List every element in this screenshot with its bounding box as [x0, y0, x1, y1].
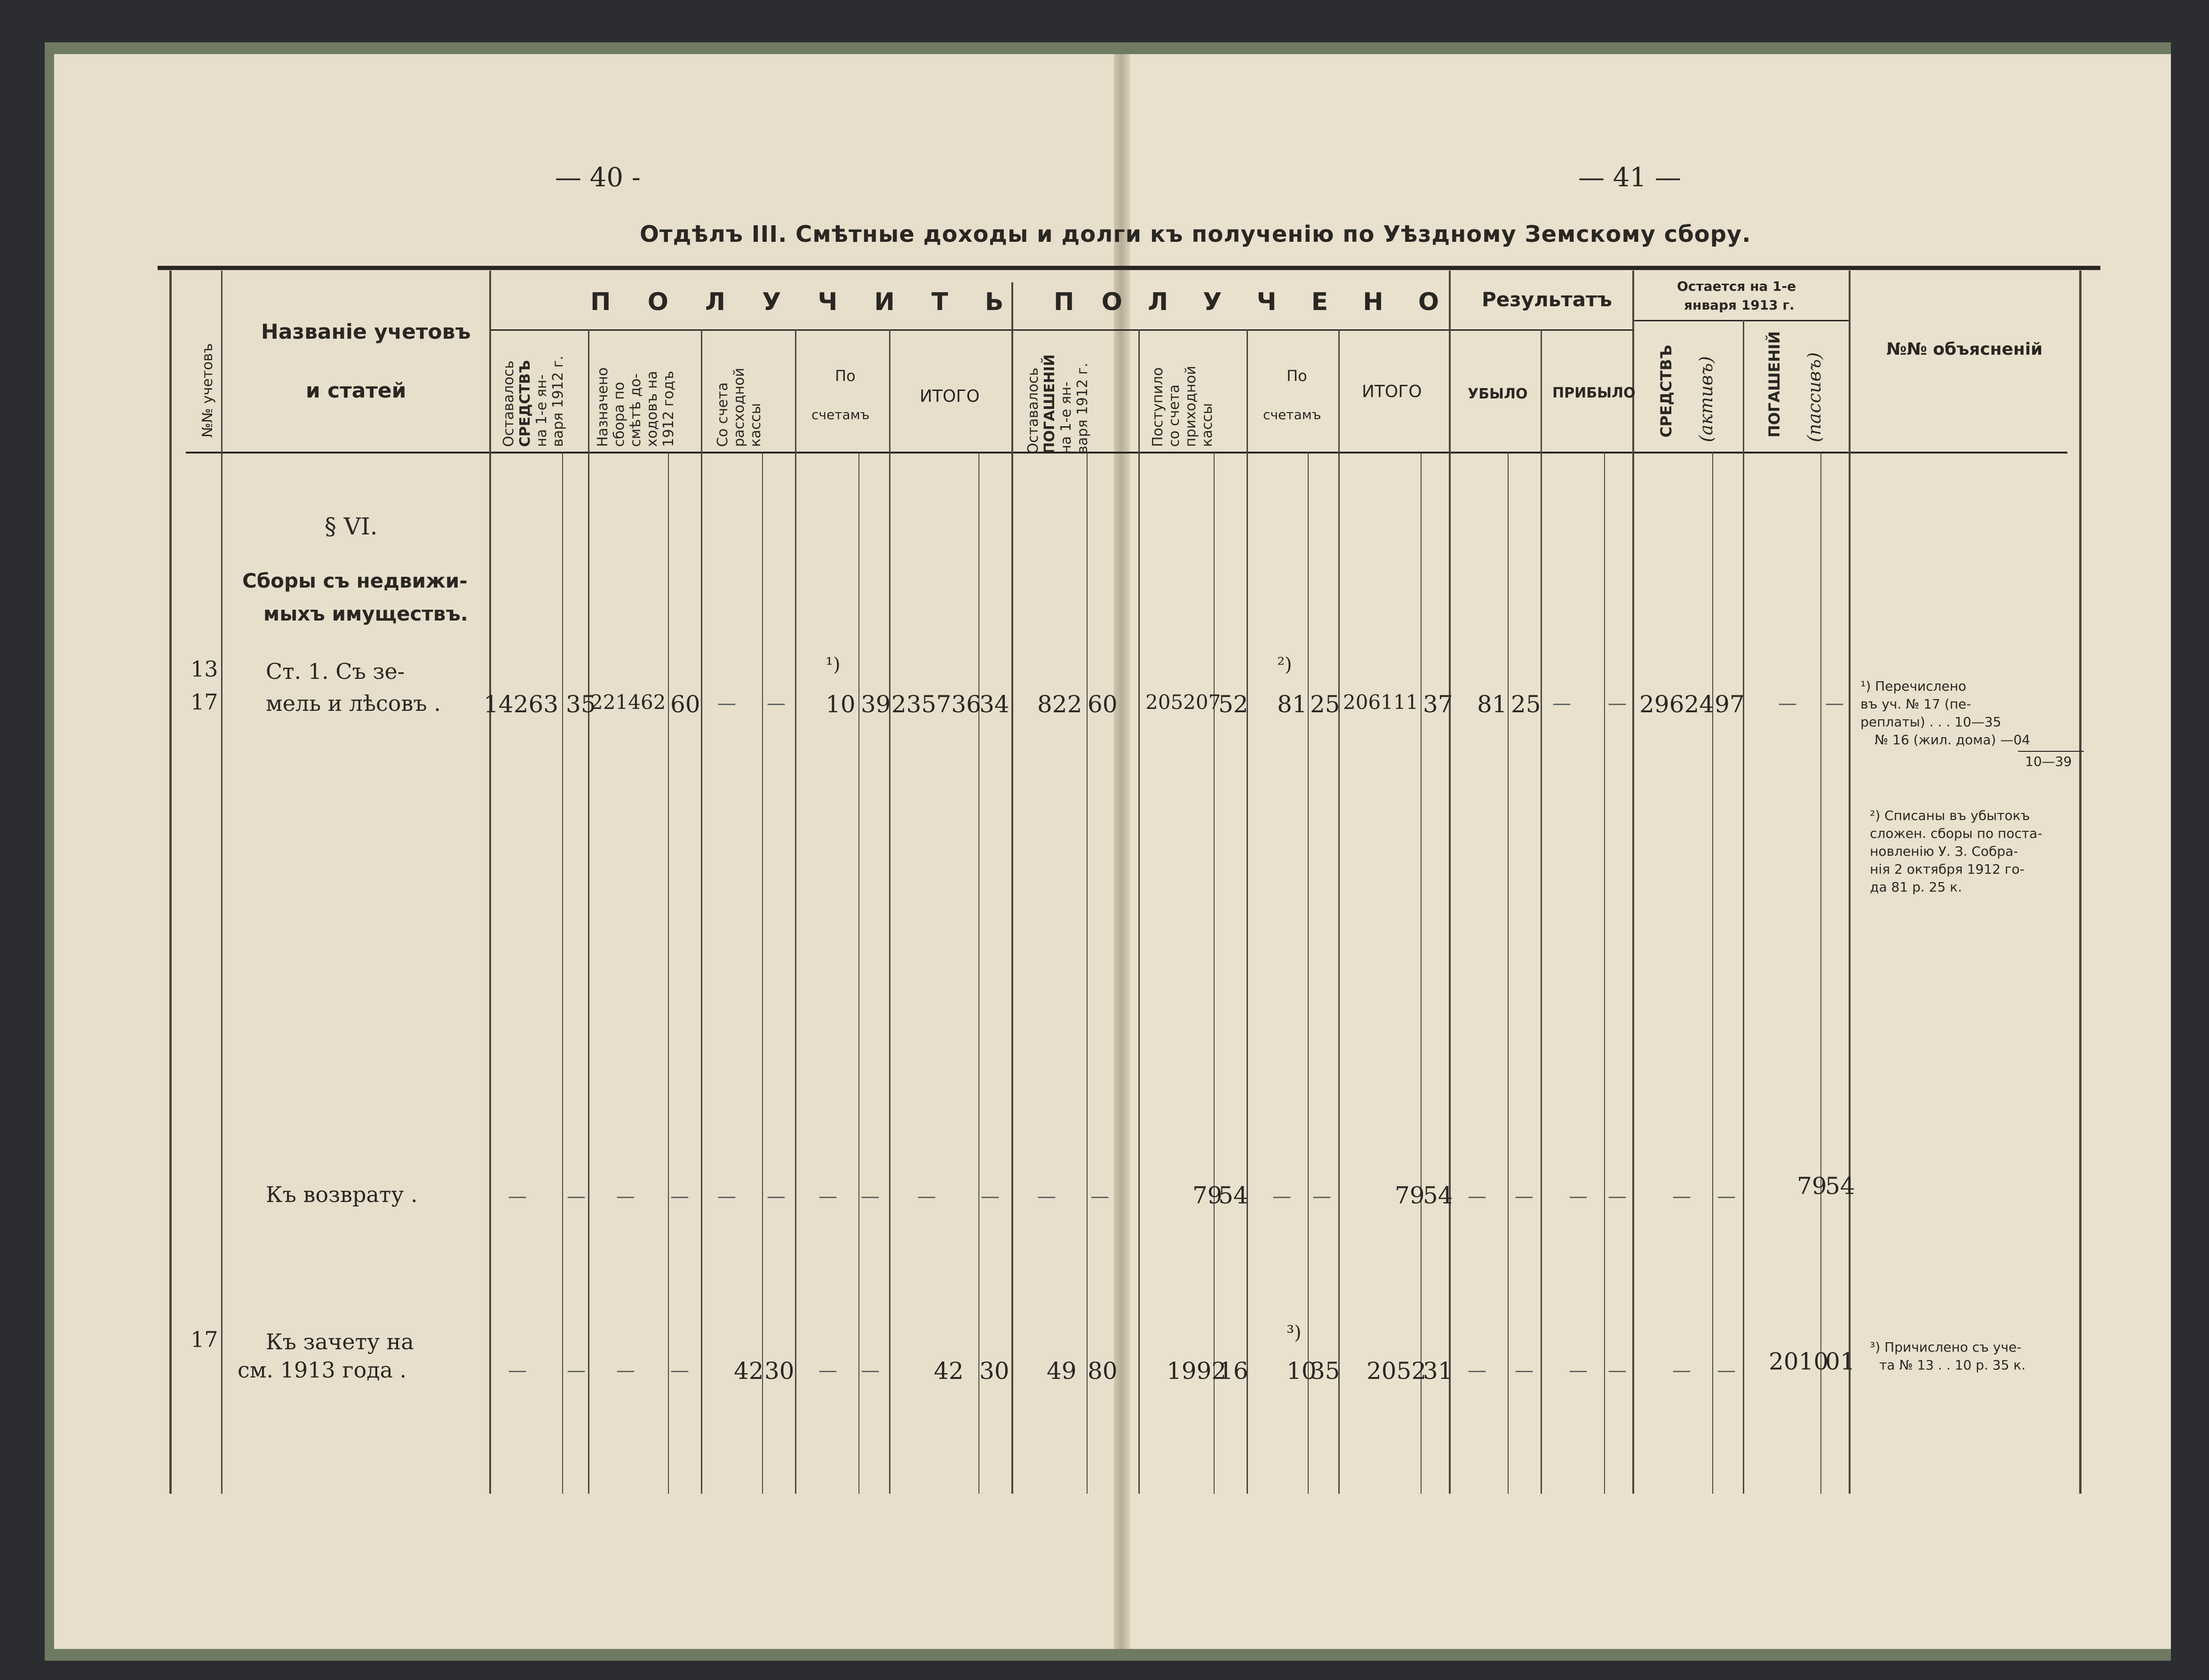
- kopeck-divider: [668, 452, 669, 1494]
- row1-remained-payments-rub: 822: [1037, 691, 1082, 718]
- row2-dash: —: [1608, 1186, 1627, 1207]
- row1-by-accounts-r-kop: 25: [1310, 691, 1340, 718]
- col-divider: [889, 329, 890, 1494]
- row3-dash: —: [508, 1360, 527, 1381]
- col-divider: [1743, 320, 1744, 1494]
- note2-line4: нія 2 октября 1912 го-: [1870, 861, 2025, 877]
- sub-payments-italic: (пассивъ): [1804, 352, 1825, 442]
- kopeck-divider: [1421, 452, 1422, 1494]
- section-heading-line1: Сборы съ недвижи-: [242, 569, 468, 592]
- row1-funds-kop: 97: [1715, 691, 1745, 718]
- row2-dash: —: [567, 1186, 586, 1207]
- row2-dash: —: [1672, 1186, 1691, 1207]
- sub-remained-payments-l3: на 1-е ян-: [1058, 382, 1074, 454]
- row2-total-r-rub: 79: [1395, 1182, 1425, 1209]
- row2-dash: —: [1569, 1186, 1588, 1207]
- col-name-header-line1: Названіе учетовъ: [261, 320, 471, 344]
- row2-dash: —: [1717, 1186, 1736, 1207]
- row1-account-1: 13: [191, 656, 218, 682]
- note3-line2: та № 13 . . 10 р. 35 к.: [1879, 1357, 2026, 1373]
- row2-dash: —: [1037, 1186, 1056, 1207]
- col-divider: [1138, 329, 1140, 1494]
- note2-line5: да 81 р. 25 к.: [1870, 879, 1962, 895]
- row1-received-rub: 205207: [1145, 691, 1221, 714]
- row1-increased-dash: —: [1552, 693, 1571, 714]
- row2-dash: —: [1312, 1186, 1331, 1207]
- sub-received-l2: со счета: [1166, 384, 1183, 447]
- group-result-header: Результатъ: [1482, 288, 1612, 311]
- kopeck-divider: [1712, 452, 1713, 1494]
- sub-received-l4: кассы: [1199, 403, 1216, 447]
- row1-decreased-rub: 81: [1477, 691, 1507, 718]
- row2-received-kop: 54: [1218, 1182, 1248, 1209]
- row1-total-kop: 34: [979, 691, 1009, 718]
- table-left-border: [169, 271, 172, 1494]
- note1-line2: въ уч. № 17 (пе-: [1860, 696, 1971, 712]
- row1-total-rub: 235736: [891, 691, 981, 718]
- row3-payments-rub: 2010: [1769, 1348, 1829, 1375]
- row3-payments-kop: 01: [1825, 1348, 1855, 1375]
- row1-received-kop: 52: [1218, 691, 1248, 718]
- note3-line1: ³) Причислено съ уче-: [1870, 1339, 2022, 1355]
- sub-remained-payments-l4: варя 1912 г.: [1074, 363, 1091, 454]
- col-divider: [489, 271, 491, 1494]
- row3-by-accounts-r-kop: 35: [1310, 1357, 1340, 1385]
- sub-remained-funds-l4: варя 1912 г.: [550, 356, 566, 447]
- row2-dash: —: [818, 1186, 837, 1207]
- row2-dash: —: [917, 1186, 936, 1207]
- row3-note-mark-3: ³): [1287, 1322, 1302, 1344]
- row3-from-expense-rub: 42: [734, 1357, 764, 1385]
- col-divider: [1849, 271, 1851, 1494]
- sub-from-expense-l3: кассы: [747, 403, 764, 447]
- row2-dash: —: [508, 1186, 527, 1207]
- sub-by-accounts-r2: счетамъ: [1263, 407, 1321, 422]
- row3-total-kop: 30: [979, 1357, 1009, 1385]
- remains-header-rule: [1632, 320, 1849, 321]
- table-right-border: [2079, 271, 2082, 1494]
- row2-dash: —: [670, 1186, 689, 1207]
- row3-total-r-kop: 31: [1423, 1357, 1453, 1385]
- row1-by-accounts-kop: 39: [861, 691, 891, 718]
- row3-remained-payments-rub: 49: [1047, 1357, 1077, 1385]
- row2-dash: —: [616, 1186, 635, 1207]
- row3-dash: —: [1569, 1360, 1588, 1381]
- row1-account-2: 17: [191, 689, 218, 715]
- kopeck-divider: [1820, 452, 1821, 1494]
- row2-dash: —: [767, 1186, 786, 1207]
- col-divider: [1247, 329, 1248, 1494]
- sub-remained-payments-l2: ПОГАШЕНІЙ: [1041, 354, 1058, 454]
- row2-total-r-kop: 54: [1423, 1182, 1453, 1209]
- row2-dash: —: [981, 1186, 1000, 1207]
- row3-dash: —: [861, 1360, 880, 1381]
- sub-by-accounts-1: По: [835, 367, 856, 385]
- group-received-header-part1: П О: [1054, 288, 1132, 316]
- sub-increased: ПРИБЫЛО: [1552, 385, 1636, 401]
- note1-line1: ¹) Перечислено: [1860, 678, 1967, 694]
- row2-dash: —: [717, 1186, 736, 1207]
- row3-dash: —: [818, 1360, 837, 1381]
- sub-funds-italic: (активъ): [1696, 356, 1716, 442]
- col-divider: [221, 271, 222, 1494]
- note1-sum-rule: [2018, 751, 2084, 752]
- col-explanations-header: №№ объясненій: [1886, 340, 2043, 359]
- row2-name: Къ возврату .: [266, 1182, 418, 1207]
- row1-payments-kop-dash: —: [1825, 693, 1844, 714]
- group-receive-header: П О Л У Ч И Т Ь: [590, 288, 1018, 316]
- row3-dash: —: [1608, 1360, 1627, 1381]
- sub-total-r: ИТОГО: [1362, 382, 1422, 401]
- note1-line4: № 16 (жил. дома) —04: [1875, 732, 2030, 748]
- section-title: Отдѣлъ III. Смѣтные доходы и долги къ полученію по Уѣздному Земскому сбору.: [640, 221, 1751, 247]
- sub-funds: СРЕДСТВЪ: [1657, 344, 1675, 438]
- row1-assigned-rub: 221462: [590, 691, 666, 714]
- row2-dash: —: [1272, 1186, 1291, 1207]
- col-name-header-line2: и статей: [306, 379, 406, 403]
- kopeck-divider: [1214, 452, 1215, 1494]
- row1-payments-dash: —: [1778, 693, 1797, 714]
- sub-assigned-l4: ходовъ на: [644, 371, 660, 447]
- row2-dash: —: [1515, 1186, 1534, 1207]
- sub-decreased: УБЫЛО: [1468, 386, 1528, 402]
- row1-by-accounts-r-rub: 81: [1277, 691, 1307, 718]
- sub-received-l3: приходной: [1183, 366, 1199, 447]
- sub-received-l1: Поступило: [1150, 367, 1166, 447]
- sub-assigned-l3: смѣтѣ до-: [628, 373, 644, 447]
- row3-dash: —: [1717, 1360, 1736, 1381]
- row1-decreased-kop: 25: [1511, 691, 1541, 718]
- row1-remained-payments-kop: 60: [1088, 691, 1118, 718]
- sub-total: ИТОГО: [920, 387, 980, 406]
- row1-remained-funds-kop: 35: [566, 691, 596, 718]
- row3-dash: —: [1468, 1360, 1486, 1381]
- row1-total-r-kop: 37: [1423, 691, 1453, 718]
- col-divider: [795, 329, 796, 1494]
- row2-received-rub: 79: [1192, 1182, 1223, 1209]
- sub-assigned-l2: сбора по: [611, 382, 628, 447]
- row3-remained-payments-kop: 80: [1088, 1357, 1118, 1385]
- row3-received-kop: 16: [1218, 1357, 1248, 1385]
- row3-name-line2: см. 1913 года .: [238, 1357, 407, 1383]
- sub-by-accounts-r1: По: [1287, 367, 1307, 385]
- row1-note-mark-2: ²): [1277, 654, 1292, 676]
- row3-from-expense-kop: 30: [764, 1357, 795, 1385]
- row3-account: 17: [191, 1327, 218, 1352]
- row3-dash: —: [567, 1360, 586, 1381]
- row2-dash: —: [861, 1186, 880, 1207]
- right-page-number: — 41 —: [1578, 162, 1681, 193]
- row3-dash: —: [670, 1360, 689, 1381]
- row3-total-rub: 42: [934, 1357, 964, 1385]
- sub-by-accounts-2: счетамъ: [811, 407, 870, 422]
- kopeck-divider: [1604, 452, 1605, 1494]
- row3-received-rub: 1992: [1167, 1357, 1227, 1385]
- kopeck-divider: [1308, 452, 1309, 1494]
- col-divider: [588, 329, 589, 1494]
- row2-payments-rub: 79: [1797, 1172, 1827, 1200]
- group-remains-header-line2: января 1913 г.: [1684, 297, 1795, 313]
- row3-name-line1: Къ зачету на: [266, 1329, 414, 1354]
- row1-note-mark-1: ¹): [826, 654, 841, 676]
- left-page-number: — 40 -: [555, 162, 641, 193]
- row3-dash: —: [1515, 1360, 1534, 1381]
- row2-payments-kop: 54: [1825, 1172, 1855, 1200]
- kopeck-divider: [562, 452, 563, 1494]
- note1-line3: реплаты) . . . 10—35: [1860, 714, 2002, 730]
- sub-remained-payments-l1: Оставалось: [1025, 367, 1041, 454]
- row1-name-line1: Ст. 1. Съ зе-: [266, 659, 405, 684]
- sub-remained-funds-l3: на 1-е ян-: [533, 374, 550, 447]
- kopeck-divider: [978, 452, 979, 1494]
- row3-dash: —: [1672, 1360, 1691, 1381]
- row1-by-accounts-rub: 10: [826, 691, 856, 718]
- row1-funds-rub: 29624: [1639, 691, 1715, 718]
- kopeck-divider: [762, 452, 763, 1494]
- col-divider: [1632, 271, 1634, 1494]
- group-header-rule: [489, 329, 1449, 331]
- sub-remained-funds-l2: СРЕДСТВЪ: [517, 360, 533, 447]
- row1-from-expense-dash: —: [717, 693, 736, 714]
- row3-dash: —: [616, 1360, 635, 1381]
- col-divider: [1449, 271, 1451, 1494]
- row1-assigned-kop: 60: [670, 691, 700, 718]
- table-top-rule: [158, 266, 2100, 270]
- row2-dash: —: [1468, 1186, 1486, 1207]
- note2-line1: ²) Списаны въ убытокъ: [1870, 808, 2030, 823]
- row1-name-line2: мель и лѣсовъ .: [266, 691, 441, 716]
- sub-remained-funds-l1: Оставалось: [501, 360, 517, 447]
- kopeck-divider: [1087, 452, 1088, 1494]
- col-divider: [1338, 329, 1340, 1494]
- sub-from-expense-l1: Со счета: [715, 382, 731, 447]
- sub-payments: ПОГАШЕНІЙ: [1765, 331, 1783, 438]
- row1-remained-funds-rub: 14263: [484, 691, 559, 718]
- row1-total-r-rub: 206111: [1343, 691, 1419, 714]
- col-accounts-header: №№ учетовъ: [199, 343, 216, 438]
- sub-assigned-l5: 1912 годъ: [660, 371, 677, 447]
- note2-line2: сложен. сборы по поста-: [1870, 826, 2042, 841]
- kopeck-divider: [858, 452, 859, 1494]
- section-heading-line2: мыхъ имуществъ.: [263, 602, 468, 625]
- sub-from-expense-l2: расходной: [731, 367, 747, 447]
- row3-by-accounts-r-rub: 10: [1287, 1357, 1317, 1385]
- note2-line3: новленію У. З. Собра-: [1870, 844, 2018, 859]
- group-remains-header-line1: Остается на 1-е: [1677, 279, 1796, 294]
- sub-assigned-l1: Назначено: [595, 367, 611, 447]
- row3-total-r-rub: 2052: [1367, 1357, 1427, 1385]
- row2-dash: —: [1090, 1186, 1109, 1207]
- group-received-header-part2: Л У Ч Е Н О: [1148, 288, 1453, 316]
- row1-from-expense-kop-dash: —: [767, 693, 786, 714]
- kopeck-divider: [1508, 452, 1509, 1494]
- note1-line5: 10—39: [2025, 754, 2072, 769]
- col-divider: [1541, 329, 1542, 1494]
- section-number: § VI.: [325, 513, 378, 540]
- col-divider: [1011, 282, 1013, 1494]
- row1-increased-kop-dash: —: [1608, 693, 1627, 714]
- header-bottom-rule: [186, 452, 2067, 454]
- col-divider: [701, 329, 702, 1494]
